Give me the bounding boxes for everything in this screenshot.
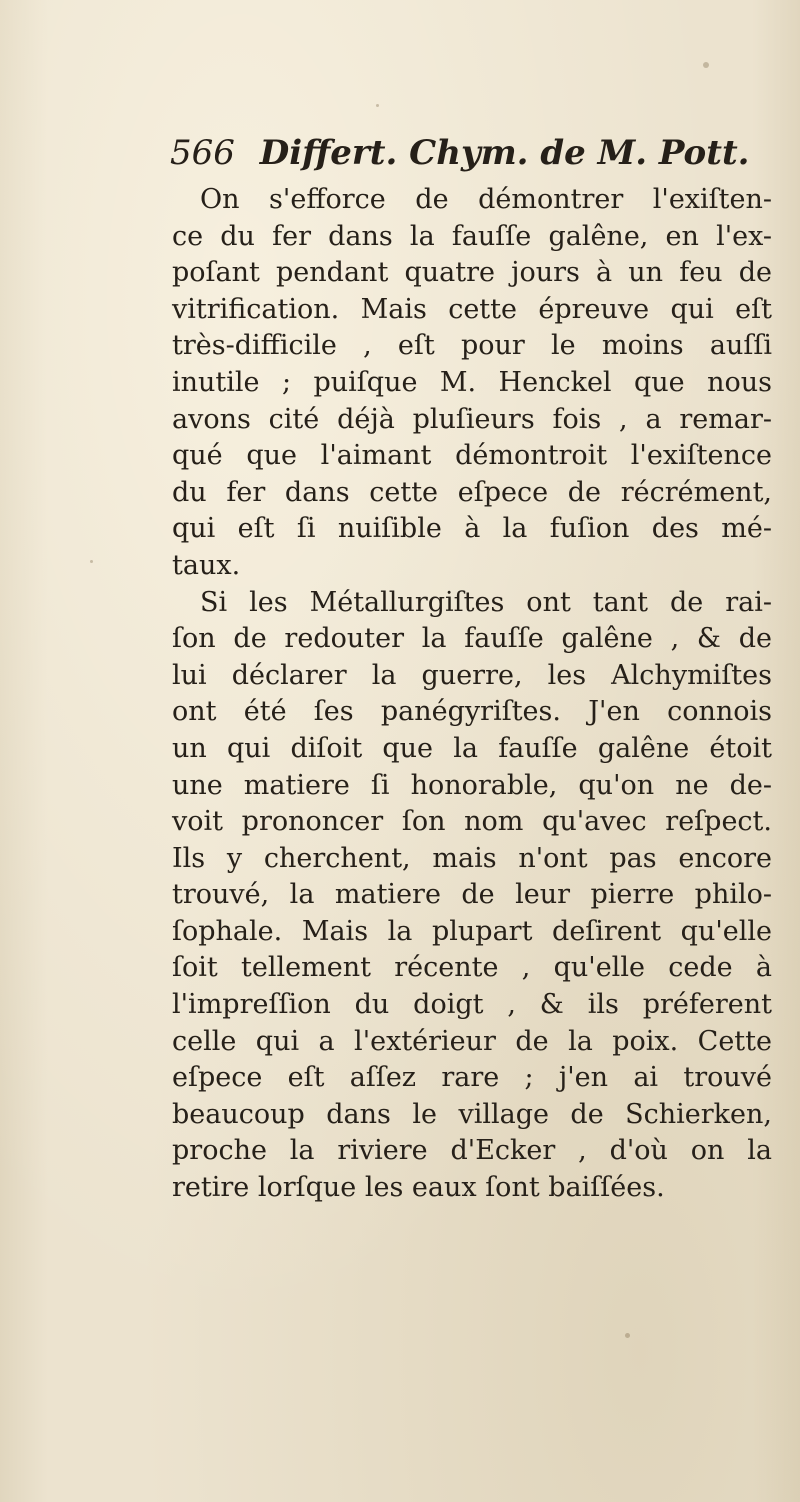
text-line: voit prononcer ſon nom qu'avec reſpect. — [172, 806, 772, 838]
text-line: très-difficile , eſt pour le moins auſſi — [172, 330, 772, 362]
text-line: eſpece eſt aſſez rare ; j'en ai trouvé — [172, 1062, 772, 1094]
text-line: l'impreſſion du doigt , & ils préferent — [172, 989, 772, 1021]
text-line: poſant pendant quatre jours à un feu de — [172, 257, 772, 289]
text-line: un qui diſoit que la fauſſe galêne étoit — [172, 732, 772, 764]
text-line: qué que l'aimant démontroit l'exiſtence — [172, 440, 772, 472]
text-line: beaucoup dans le village de Schierken, — [172, 1098, 772, 1130]
paper-speck — [90, 560, 93, 563]
page-number: 566 — [170, 133, 235, 173]
text-line: ſoit tellement récente , qu'elle cede à — [172, 952, 772, 984]
text-line: vitrification. Mais cette épreuve qui eſt — [172, 293, 772, 325]
text-line: retire lorſque les eaux ſont baiſſées. — [172, 1172, 665, 1204]
running-title: Differt. Chym. de M. Pott. — [259, 133, 750, 173]
text-line: une matiere ſi honorable, qu'on ne de- — [172, 769, 772, 801]
text-line: qui eſt ſi nuiſible à la fuſion des mé- — [172, 513, 772, 545]
text-line: celle qui a l'extérieur de la poix. Cette — [172, 1025, 772, 1057]
text-line: du fer dans cette eſpece de récrément, — [172, 476, 772, 508]
paper-speck — [703, 62, 709, 68]
text-line: On s'efforce de démontrer l'exiſten- — [200, 184, 772, 215]
text-line: ſon de redouter la fauſſe galêne , & de — [172, 623, 772, 655]
text-line: inutile ; puiſque M. Henckel que nous — [172, 366, 772, 398]
paper-speck — [376, 104, 379, 107]
body-text — [172, 182, 772, 1207]
text-line: taux. — [172, 549, 241, 581]
text-line: lui déclarer la guerre, les Alchymiſtes — [172, 659, 772, 691]
text-line: ſophale. Mais la plupart deſirent qu'elle — [172, 915, 772, 947]
text-line: proche la riviere d'Ecker , d'où on la — [172, 1135, 772, 1167]
paper-speck — [625, 1333, 630, 1338]
text-line: ont été ſes panégyriſtes. J'en connois — [172, 696, 772, 728]
text-line: ce du fer dans la fauſſe galêne, en l'ex- — [172, 220, 772, 252]
text-line: Si les Métallurgiſtes ont tant de rai- — [200, 586, 772, 618]
text-line: trouvé, la matiere de leur pierre philo- — [172, 879, 772, 911]
page-header — [170, 128, 770, 178]
text-line: Ils y cherchent, mais n'ont pas encore — [172, 842, 772, 874]
text-line: avons cité déjà pluſieurs fois , a remar- — [172, 403, 772, 435]
